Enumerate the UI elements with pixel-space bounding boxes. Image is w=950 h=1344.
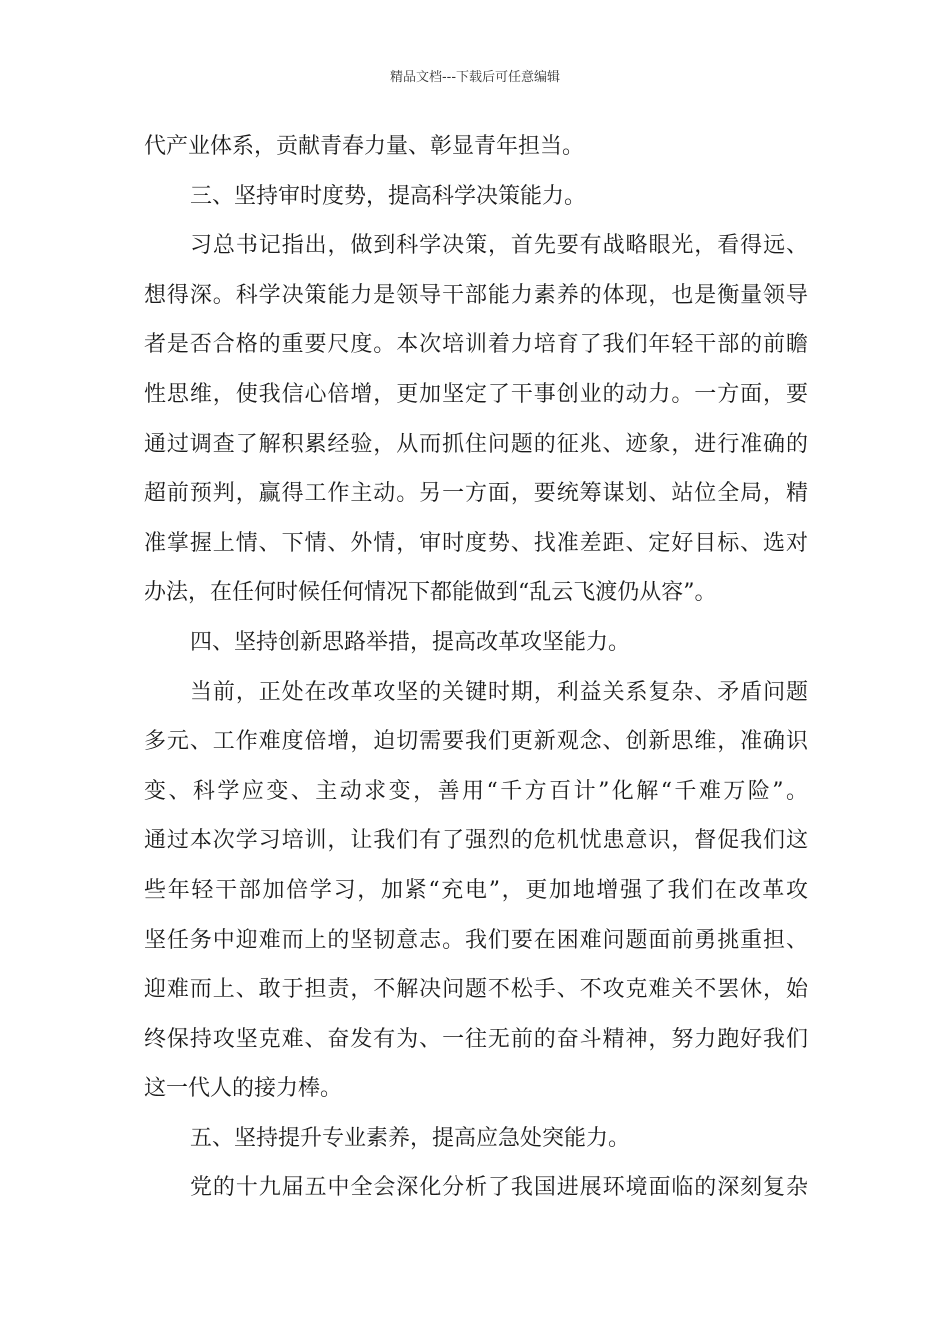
text-line: 终保持攻坚克难、奋发有为、一往无前的奋斗精神，努力跑好我们	[144, 1026, 808, 1052]
text-line: 代产业体系，贡献青春力量、彰显青年担当。	[144, 134, 585, 159]
text-line: 习总书记指出，做到科学决策，首先要有战略眼光，看得远、	[190, 233, 808, 259]
text-line: 五、坚持提升专业素养，提高应急处突能力。	[190, 1125, 631, 1151]
text-line: 性思维，使我信心倍增，更加坚定了干事创业的动力。一方面，要	[144, 381, 808, 407]
text-line: 想得深。科学决策能力是领导干部能力素养的体现，也是衡量领导	[144, 282, 808, 308]
text-line: 三、坚持审时度势，提高科学决策能力。	[190, 183, 587, 209]
text-line: 通过本次学习培训，让我们有了强烈的危机忧患意识，督促我们这	[144, 828, 808, 854]
page-header-note: 精品文档---下载后可任意编辑	[389, 70, 561, 85]
text-line: 办法，在任何时候任何情况下都能做到“乱云飞渡仍从容”。	[144, 580, 717, 606]
text-line: 多元、工作难度倍增，迫切需要我们更新观念、创新思维，准确识	[144, 729, 808, 755]
text-line: 党的十九届五中全会深化分析了我国进展环境面临的深刻复杂	[190, 1175, 808, 1201]
document-body	[144, 122, 808, 1213]
text-line: 些年轻干部加倍学习，加紧“充电”，更加地增强了我们在改革攻	[144, 877, 808, 903]
text-line: 者是否合格的重要尺度。本次培训着力培育了我们年轻干部的前瞻	[144, 332, 808, 358]
text-line: 超前预判，赢得工作主动。另一方面，要统筹谋划、站位全局，精	[144, 481, 808, 507]
text-line: 这一代人的接力棒。	[144, 1076, 343, 1102]
text-line: 四、坚持创新思路举措，提高改革攻坚能力。	[190, 629, 631, 655]
text-line: 迎难而上、敢于担责，不解决问题不松手、不攻克难关不罢休，始	[144, 977, 808, 1003]
text-line: 坚任务中迎难而上的坚韧意志。我们要在困难问题面前勇挑重担、	[144, 927, 808, 953]
text-line: 变、科学应变、主动求变，善用“千方百计”化解“千难万险”。	[144, 778, 808, 804]
text-line: 通过调查了解积累经验，从而抓住问题的征兆、迹象，进行准确的	[144, 431, 808, 457]
text-line: 准掌握上情、下情、外情，审时度势、找准差距、定好目标、选对	[144, 530, 808, 556]
text-line: 当前，正处在改革攻坚的关键时期，利益关系复杂、矛盾问题	[190, 679, 808, 705]
